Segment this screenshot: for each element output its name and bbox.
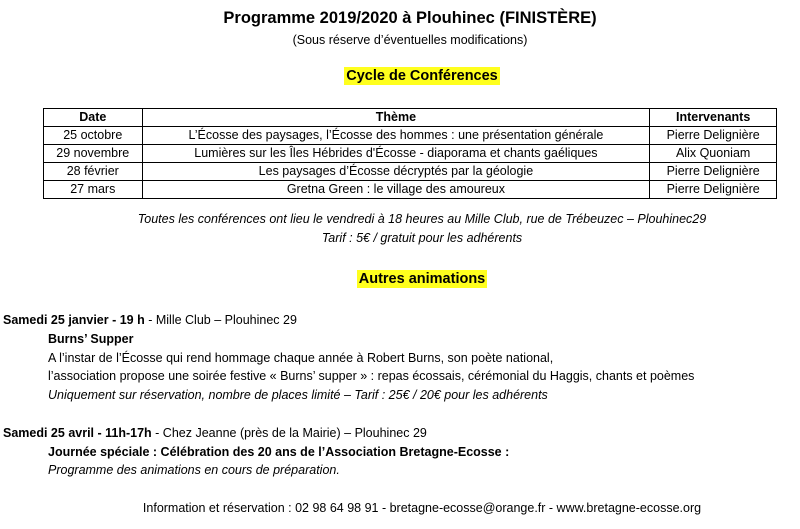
cell-theme: Les paysages d’Écosse décryptés par la géologie <box>142 163 650 181</box>
cell-theme: Lumières sur les Îles Hébrides d'Écosse - diaporama et chants gaéliques <box>142 145 650 163</box>
cell-date: 28 février <box>44 163 143 181</box>
page-title: Programme 2019/2020 à Plouhinec (FINISTÈRE) <box>223 9 597 27</box>
animations-heading <box>0 270 800 288</box>
cell-speaker: Alix Quoniam <box>650 145 777 163</box>
event-datetime: Samedi 25 avril - 11h-17h <box>3 426 152 440</box>
column-header-date: Date <box>44 109 143 127</box>
cell-speaker: Pierre Delignière <box>650 163 777 181</box>
event-place: - Chez Jeanne (près de la Mairie) – Plouhinec 29 <box>151 426 427 440</box>
conferences-heading-text: Cycle de Conférences <box>346 68 498 84</box>
event-note: Uniquement sur réservation, nombre de places limité – Tarif : 25€ / 20€ pour les adhérents <box>48 388 548 402</box>
event-title: Journée spéciale : Célébration des 20 ans de l’Association Bretagne-Ecosse : <box>48 445 510 459</box>
conferences-table <box>43 108 777 199</box>
cell-speaker: Pierre Delignière <box>650 181 777 199</box>
conferences-location-note: Toutes les conférences ont lieu le vendredi à 18 heures au Mille Club, rue de Trébeuzec – Plouhinec29 <box>137 212 707 226</box>
cell-theme: L’Écosse des paysages, l’Écosse des hommes : une présentation générale <box>142 127 650 145</box>
event-place: - Mille Club – Plouhinec 29 <box>144 313 297 327</box>
event-datetime: Samedi 25 janvier - 19 h <box>3 313 145 327</box>
cell-date: 25 octobre <box>44 127 143 145</box>
conferences-price-note: Tarif : 5€ / gratuit pour les adhérents <box>321 231 523 245</box>
contact-footer: Information et réservation : 02 98 64 98 91 - bretagne-ecosse@orange.fr - www.bretagne-ecosse.org <box>142 501 702 515</box>
cell-date: 29 novembre <box>44 145 143 163</box>
event-description: l’association propose une soirée festive « Burns’ supper » : repas écossais, cérémonial du Haggis, chants et poèmes <box>48 369 695 383</box>
column-header-speaker: Intervenants <box>650 109 777 127</box>
event-description: A l’instar de l’Écosse qui rend hommage chaque année à Robert Burns, son poète national, <box>48 351 554 365</box>
table-row <box>44 127 777 145</box>
cell-date: 27 mars <box>44 181 143 199</box>
table-row <box>44 145 777 163</box>
page-subtitle: (Sous réserve d’éventuelles modifications) <box>292 33 528 47</box>
table-row <box>44 181 777 199</box>
animations-heading-text: Autres animations <box>358 271 486 287</box>
event-burns-header <box>3 313 297 327</box>
cell-theme: Gretna Green : le village des amoureux <box>142 181 650 199</box>
table-row <box>44 163 777 181</box>
event-anniversary-header <box>3 426 427 440</box>
event-note: Programme des animations en cours de préparation. <box>48 463 340 477</box>
table-header-row <box>44 109 777 127</box>
event-title: Burns’ Supper <box>48 332 134 346</box>
column-header-theme: Thème <box>142 109 650 127</box>
conferences-heading <box>0 67 800 85</box>
cell-speaker: Pierre Delignière <box>650 127 777 145</box>
